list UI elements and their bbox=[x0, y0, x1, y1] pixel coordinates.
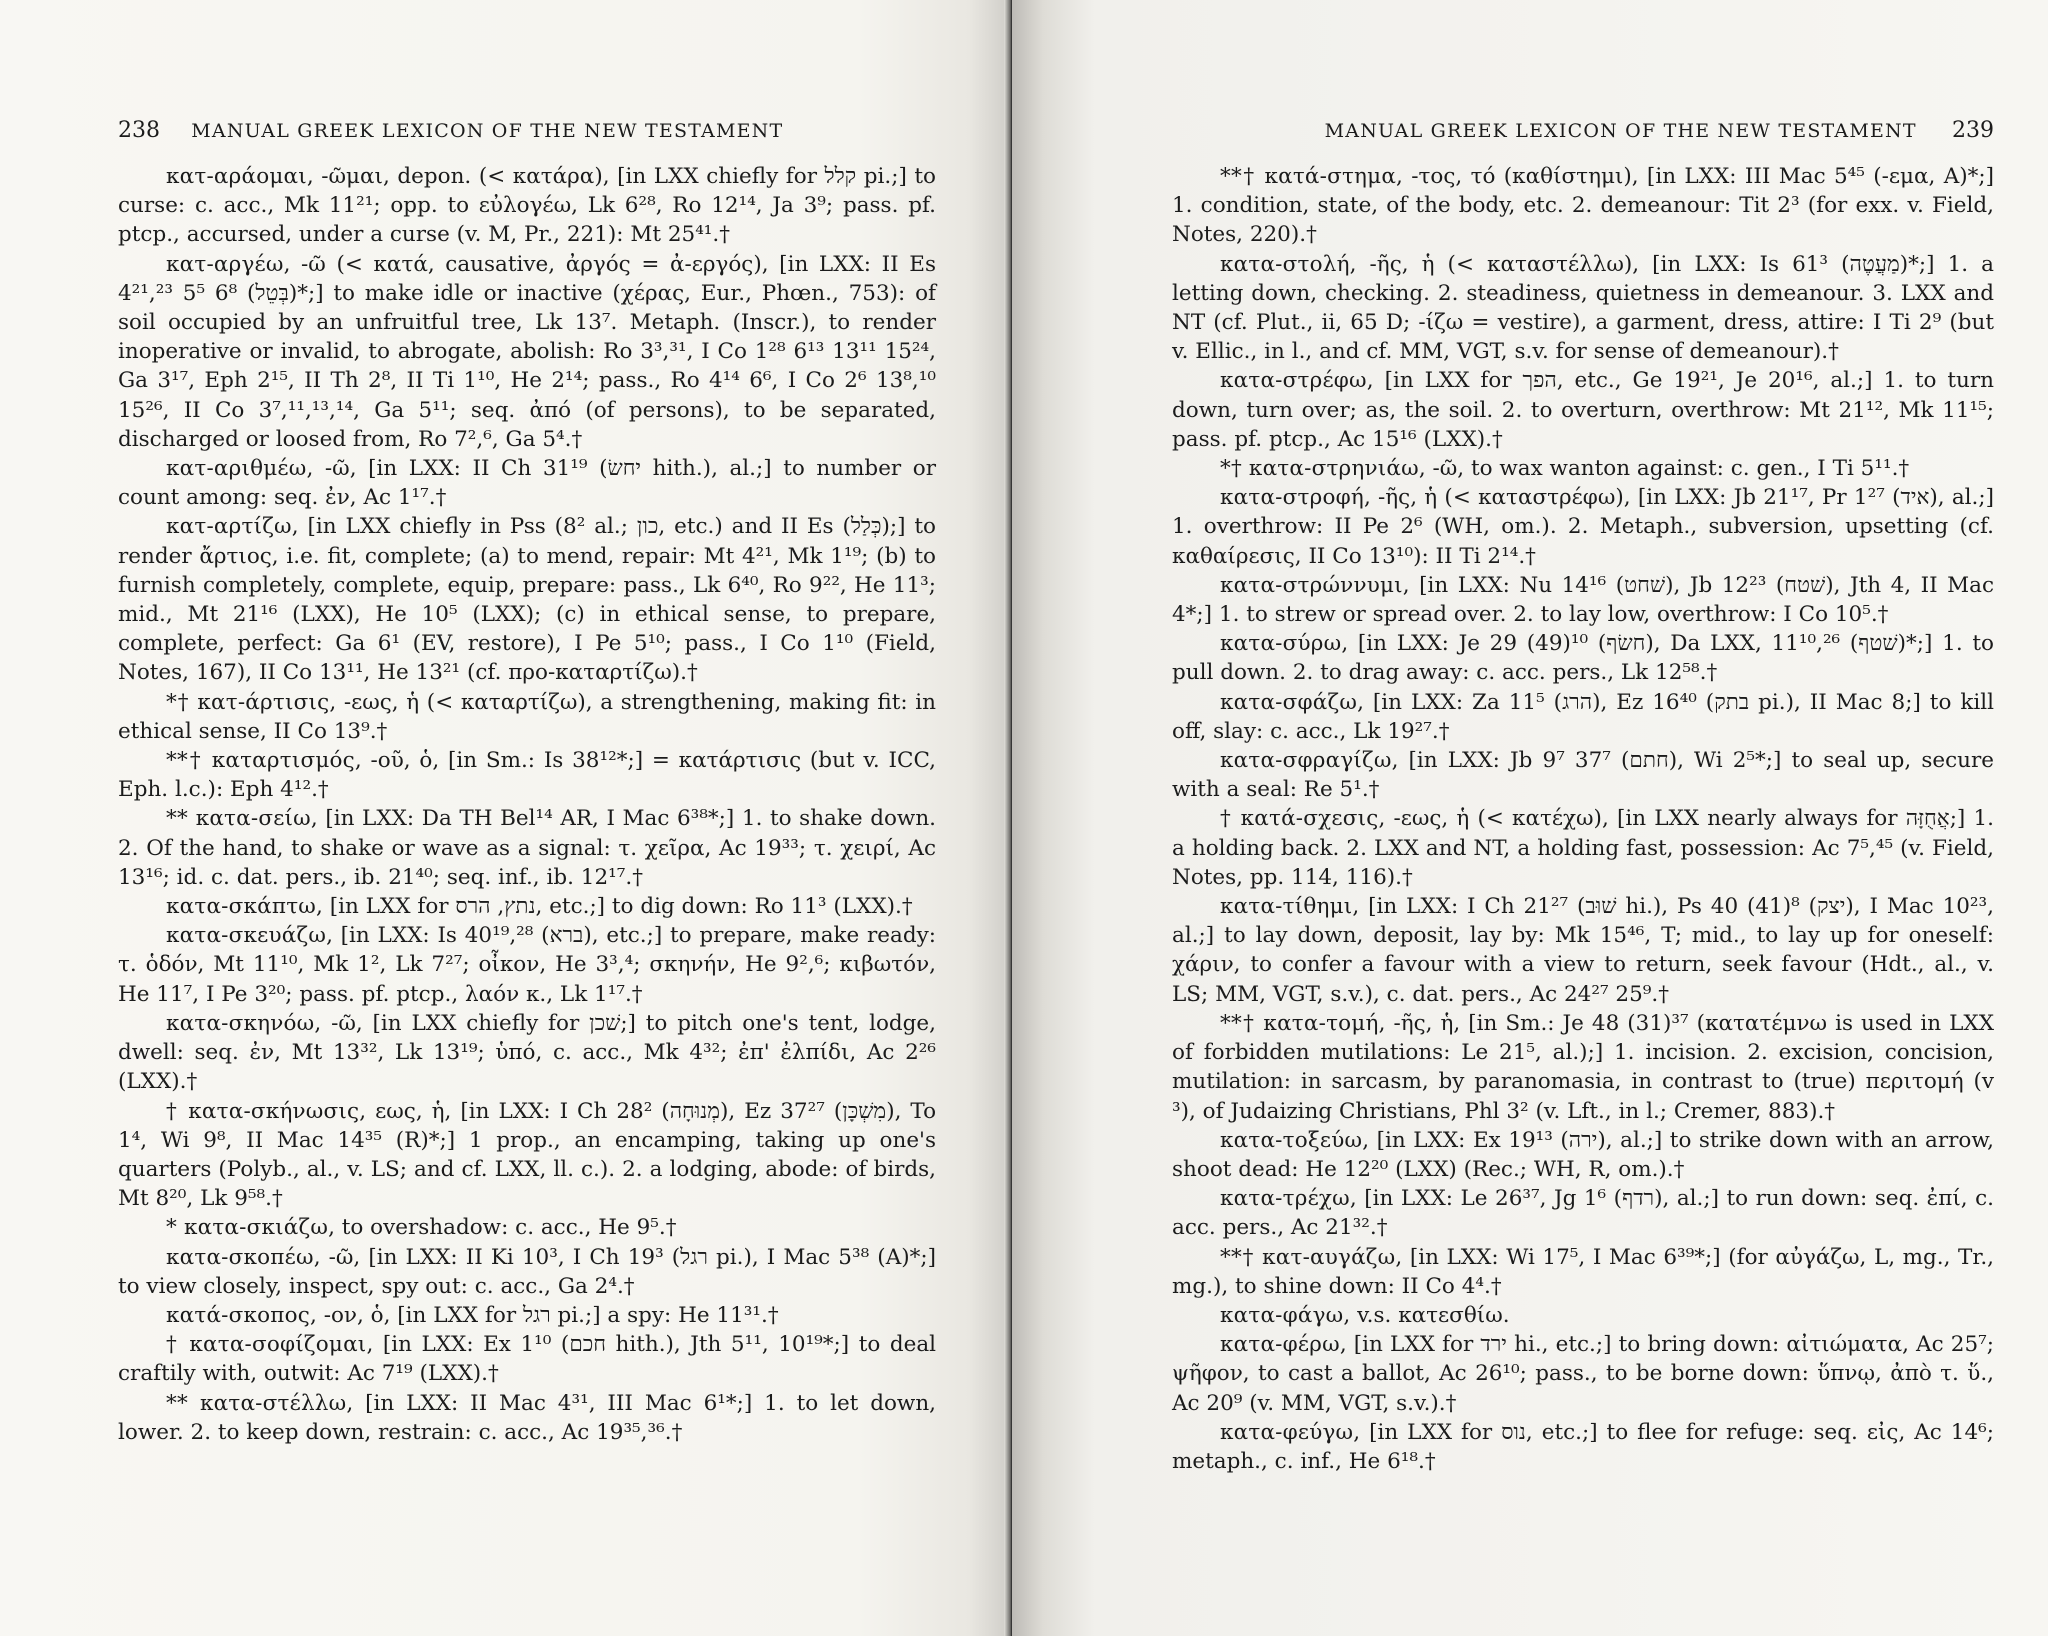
entry-text: -ῶ, [in LXX chiefly for שׁכן;] to pitch one's tent, lodge, dwell: seq. ἐν, Mt 13³², Lk 13¹⁹; ὑπό, c. acc., Mk 4³²; ἐπ' ἐλπίδι, Ac 2²⁶ (LXX).† bbox=[118, 1010, 936, 1095]
entry-headword: κατα-σκευάζω bbox=[166, 923, 327, 949]
entry-text: [in LXX: Le 26³⁷, Jg 1⁶ (רדף), al.;] to run down: seq. ἐπί, c. acc. pers., Ac 21³².† bbox=[1172, 1186, 1995, 1241]
entry-headword: κατα-σφάζω bbox=[1220, 689, 1358, 715]
entry-text: [in LXX for נתץ, הרס, etc.;] to dig down: Ro 11³ (LXX).† bbox=[329, 894, 913, 920]
lexicon-entry: κατ-αράομαι, -ῶμαι, depon. (< κατάρα), [in LXX chiefly for קלל pi.;] to curse: c. acc., Mk 11²¹; opp. to εὐλογέω, Lk 6²⁸, Ro 12¹⁴, Ja 3⁹; pass. pf. ptcp., accursed, under a curse (v. M, Pr., 221): Mt 25⁴¹.† bbox=[118, 164, 936, 248]
lexicon-entry: **† καταρτισμός, -οῦ, ὁ, [in Sm.: Is 38¹²*;] = κατάρτισις (but v. ICC, Eph. l.c.): Eph 4¹².† bbox=[118, 748, 937, 803]
lexicon-entry: † κατα-σκήνωσις, εως, ἡ, [in LXX: I Ch 28² (מְנוּחָה), Ez 37²⁷ (מִשְׁכָּן), To 1⁴, Wi 9⁸, II Mac 14³⁵ (R)*;] 1 prop., an encamping, taking up one's quarters (Polyb., al., v. LS; and cf. LXX, ll. c.). 2. a lodging, abode: of birds, Mt 8²⁰, Lk 9⁵⁸.† bbox=[118, 1098, 937, 1212]
entry-text: to overshadow: c. acc., He 9⁵.† bbox=[341, 1215, 677, 1241]
entry-text: -ον, ὁ, [in LXX for רגל pi.;] a spy: He 11³¹.† bbox=[323, 1302, 779, 1328]
lexicon-entry: κατα-σκάπτω, [in LXX for נתץ, הרס, etc.;] to dig down: Ro 11³ (LXX).† bbox=[166, 894, 913, 920]
lexicon-entry: κατα-σκοπέω, -ῶ, [in LXX: II Ki 10³, I Ch 19³ (רגל pi.), I Mac 5³⁸ (A)*;] to view closely, inspect, spy out: c. acc., Ga 2⁴.† bbox=[118, 1244, 936, 1299]
entry-headword: κατα-στρέφω bbox=[1220, 368, 1367, 394]
entry-headword: κατα-σφραγίζω bbox=[1220, 748, 1392, 774]
entry-text: -ῶ, [in LXX: II Ki 10³, I Ch 19³ (רגל pi.), I Mac 5³⁸ (A)*;] to view closely, inspect, spy out: c. acc., Ga 2⁴.† bbox=[118, 1244, 936, 1299]
lexicon-entry: κατα-σκηνόω, -ῶ, [in LXX chiefly for שׁכן;] to pitch one's tent, lodge, dwell: seq. ἐν, Mt 13³², Lk 13¹⁹; ὑπό, c. acc., Mk 4³²; ἐπ' ἐλπίδι, Ac 2²⁶ (LXX).† bbox=[118, 1010, 936, 1095]
entry-text: [in LXX: Wi 17⁵, I Mac 6³⁹*;] (for αὐγάζω, L, mg., Tr., mg.), to shine down: II Co 4⁴.† bbox=[1172, 1244, 1994, 1299]
right-running-head bbox=[1172, 118, 1994, 148]
lexicon-entry: κατα-σφραγίζω, [in LXX: Jb 9⁷ 37⁷ (חתם), Wi 2⁵*;] to seal up, secure with a seal: Re 5¹.† bbox=[1172, 748, 1994, 803]
entry-headword: κατα-τοξεύω bbox=[1220, 1127, 1363, 1153]
entry-headword: *† κατα-στρηνιάω bbox=[1220, 456, 1419, 482]
left-column bbox=[118, 162, 936, 1447]
entry-text: [in LXX chiefly in Pss (8² al.; כון, etc.) and II Es (כְּלַל);] to render ἄρτιος, i.e. fit, complete; (a) to mend, repair: Mt 4²¹, Mk 1¹⁹; (b) to furnish completely, complete, equip, prepare: pass., Lk 6⁴⁰, Ro 9²², He 11³; mid., Mt 21¹⁶ (LXX), He 10⁵ (LXX); (c) in ethical sense, to prepare, complete, perfect: Ga 6¹ (EV, restore), I Pe 5¹⁰; pass., I Co 1¹⁰ (Field, Notes, 167), II Co 13¹¹, He 13²¹ (cf. προ-καταρτίζω).† bbox=[118, 514, 936, 686]
lexicon-entry: † κατα-σοφίζομαι, [in LXX: Ex 1¹⁰ (חכם hith.), Jth 5¹¹, 10¹⁹*;] to deal craftily with, outwit: Ac 7¹⁹ (LXX).† bbox=[118, 1332, 937, 1387]
entry-text: [in LXX: Jb 9⁷ 37⁷ (חתם), Wi 2⁵*;] to seal up, secure with a seal: Re 5¹.† bbox=[1172, 748, 1994, 803]
lexicon-entry: † κατά-σχεσις, -εως, ἡ (< κατέχω), [in LXX nearly always for אֲחֻזָּה;] 1. a holding back. 2. LXX and NT, a holding fast, possession: Ac 7⁵,⁴⁵ (v. Field, Notes, pp. 114, 116).† bbox=[1172, 806, 1995, 890]
lexicon-entry: κατ-αργέω, -ῶ (< κατά, causative, ἀργός = ἀ-εργός), [in LXX: II Es 4²¹,²³ 5⁵ 6⁸ (בְּטֵל)*;] to make idle or inactive (χέρας, Eur., Phœn., 753): of soil occupied by an unfruitful tree, Lk 13⁷. Metaph. (Inscr.), to render inoperative or invalid, to abrogate, abolish: Ro 3³,³¹, I Co 1²⁸ 6¹³ 13¹¹ 15²⁴, Ga 3¹⁷, Eph 2¹⁵, II Th 2⁸, II Ti 1¹⁰, He 2¹⁴; pass., Ro 4¹⁴ 6⁶, I Co 2⁶ 13⁸,¹⁰ 15²⁶, II Co 3⁷,¹¹,¹³,¹⁴, Ga 5¹¹; seq. ἀπό (of persons), to be separated, discharged or loosed from, Ro 7²,⁶, Ga 5⁴.† bbox=[118, 251, 937, 452]
lexicon-entry: κατα-σκευάζω, [in LXX: Is 40¹⁹,²⁸ (ברא), etc.;] to prepare, make ready: τ. ὁδόν, Mt 11¹⁰, Mk 1², Lk 7²⁷; οἶκον, He 3³,⁴; σκηνήν, He 9²,⁶; κιβωτόν, He 11⁷, I Pe 3²⁰; pass. pf. ptcp., λαόν κ., Lk 1¹⁷.† bbox=[118, 923, 936, 1007]
entry-headword: ** κατα-σείω bbox=[166, 806, 311, 832]
entry-text: [in LXX: Je 29 (49)¹⁰ (חשׂף), Da LXX, 11¹⁰,²⁶ (שׁטף)*;] 1. to pull down. 2. to drag away: c. acc. pers., Lk 12⁵⁸.† bbox=[1172, 631, 1994, 686]
entry-text: εως, ἡ, [in LXX: I Ch 28² (מְנוּחָה), Ez 37²⁷ (מִשְׁכָּן), To 1⁴, Wi 9⁸, II Mac 14³⁵ (R)*;] 1 prop., an encamping, taking up one's quarters (Polyb., al., v. LS; and cf. LXX, ll. c.). 2. a lodging, abode: of birds, Mt 8²⁰, Lk 9⁵⁸.† bbox=[118, 1098, 937, 1212]
lexicon-entry: ** κατα-σείω, [in LXX: Da TH Bel¹⁴ AR, I Mac 6³⁸*;] 1. to shake down. 2. Of the hand, to shake or wave as a signal: τ. χεῖρα, Ac 19³³; τ. χειρί, Ac 13¹⁶; id. c. dat. pers., ib. 21⁴⁰; seq. inf., ib. 12¹⁷.† bbox=[118, 806, 937, 890]
entry-text: -ῶ, to wax wanton against: c. gen., I Ti 5¹¹.† bbox=[1432, 456, 1910, 482]
entry-text: -ῶ, [in LXX: II Ch 31¹⁹ (יחשׂ hith.), al.;] to number or count among: seq. ἐν, Ac 1¹⁷.† bbox=[118, 456, 936, 511]
entry-text: [in LXX: Nu 14¹⁶ (שׁחט), Jb 12²³ (שׁטח), Jth 4, II Mac 4*;] 1. to strew or spread over. 2. to lay low, overthrow: I Co 10⁵.† bbox=[1172, 572, 1995, 628]
lexicon-entry: **† κατα-τομή, -ῆς, ἡ, [in Sm.: Je 48 (31)³⁷ (κατατέμνω is used in LXX of forbidden mutilations: Le 21⁵, al.);] 1. incision. 2. excision, concision, mutilation: in sarcasm, by paranomasia, in contrast to (true) περιτομή (v ³), of Judaizing Christians, Phl 3² (v. Lft., in l.; Cremer, 883).† bbox=[1172, 1010, 1995, 1124]
entry-headword: κατα-φέρω bbox=[1220, 1332, 1340, 1358]
entry-text: v.s. κατεσθίω. bbox=[1357, 1302, 1510, 1328]
entry-text: [in LXX: Is 40¹⁹,²⁸ (ברא), etc.;] to prepare, make ready: τ. ὁδόν, Mt 11¹⁰, Mk 1², Lk 7²⁷; οἶκον, He 3³,⁴; σκηνήν, He 9²,⁶; κιβωτόν, He 11⁷, I Pe 3²⁰; pass. pf. ptcp., λαόν κ., Lk 1¹⁷.† bbox=[118, 923, 936, 1007]
entry-text: -οῦ, ὁ, [in Sm.: Is 38¹²*;] = κατάρτισις (but v. ICC, Eph. l.c.): Eph 4¹².† bbox=[118, 748, 937, 803]
entry-text: [in LXX for נוס, etc.;] to flee for refuge: seq. εἰς, Ac 14⁶; metaph., c. inf., He 6¹⁸.† bbox=[1172, 1419, 1995, 1474]
entry-headword: † κατά-σχεσις bbox=[1220, 806, 1379, 832]
right-page bbox=[1012, 0, 2048, 1636]
entry-text: -εως, ἡ (< κατέχω), [in LXX nearly always for אֲחֻזָּה;] 1. a holding back. 2. LXX and NT, a holding fast, possession: Ac 7⁵,⁴⁵ (v. Field, Notes, pp. 114, 116).† bbox=[1172, 806, 1995, 890]
entry-headword: **† κατά-στημα bbox=[1220, 164, 1397, 189]
entry-text: -ῶμαι, depon. (< κατάρα), [in LXX chiefly for קלל pi.;] to curse: c. acc., Mk 11²¹; opp. to εὐλογέω, Lk 6²⁸, Ro 12¹⁴, Ja 3⁹; pass. pf. ptcp., accursed, under a curse (v. M, Pr., 221): Mt 25⁴¹.† bbox=[118, 164, 936, 248]
entry-text: -τος, τό (καθίστημι), [in LXX: III Mac 5⁴⁵ (-εμα, A)*;] 1. condition, state, of the body, etc. 2. demeanour: Tit 2³ (for exx. v. Field, Notes, 220).† bbox=[1172, 164, 1995, 248]
lexicon-entry: κατά-σκοπος, -ον, ὁ, [in LXX for רגל pi.;] a spy: He 11³¹.† bbox=[166, 1302, 779, 1328]
entry-headword: **† κατ-αυγάζω bbox=[1220, 1244, 1396, 1270]
entry-text: [in LXX: Za 11⁵ (הרג), Ez 16⁴⁰ (בתק pi.), II Mac 8;] to kill off, slay: c. acc., Lk 19²⁷.† bbox=[1172, 689, 1995, 744]
entry-headword: κατ-αργέω bbox=[166, 251, 284, 277]
lexicon-entry: *† κατα-στρηνιάω, -ῶ, to wax wanton against: c. gen., I Ti 5¹¹.† bbox=[1220, 456, 1910, 482]
lexicon-entry: *† κατ-άρτισις, -εως, ἡ (< καταρτίζω), a strengthening, making fit: in ethical sense, II Co 13⁹.† bbox=[118, 689, 936, 744]
entry-headword: **† καταρτισμός bbox=[166, 748, 355, 774]
entry-headword: κατα-φεύγω bbox=[1220, 1419, 1354, 1445]
entry-headword: κατα-σκοπέω bbox=[166, 1244, 314, 1270]
entry-text: [in LXX: Da TH Bel¹⁴ AR, I Mac 6³⁸*;] 1. to shake down. 2. Of the hand, to shake or wave as a signal: τ. χεῖρα, Ac 19³³; τ. χειρί, Ac 13¹⁶; id. c. dat. pers., ib. 21⁴⁰; seq. inf., ib. 12¹⁷.† bbox=[118, 806, 937, 890]
entry-headword: κατα-σκάπτω bbox=[166, 894, 317, 920]
left-page bbox=[0, 0, 1010, 1636]
lexicon-entry: κατα-φάγω, v.s. κατεσθίω. bbox=[1220, 1302, 1510, 1328]
entry-headword: ** κατα-στέλλω bbox=[166, 1390, 347, 1416]
lexicon-entry: * κατα-σκιάζω, to overshadow: c. acc., He 9⁵.† bbox=[166, 1215, 677, 1241]
entry-text: [in LXX for ירד hi., etc.;] to bring down: αἰτιώματα, Ac 25⁷; ψῆφον, to cast a ballot, Ac 26¹⁰; pass., to be borne down: ὕπνῳ, ἀπὸ τ. ὕ., Ac 20⁹ (v. MM, VGT, s.v.).† bbox=[1172, 1332, 1994, 1416]
entry-text: [in LXX: I Ch 21²⁷ (שׁוּב hi.), Ps 40 (41)⁸ (יצק), I Mac 10²³, al.;] to lay down, deposit, lay by: Mk 15⁴⁶, T; mid., to lay up for oneself: χάριν, to confer a favour with a view to return, seek favour (Hdt., al., v. LS; MM, VGT, s.v.), c. dat. pers., Ac 24²⁷ 25⁹.† bbox=[1172, 894, 1994, 1007]
entry-headword: * κατα-σκιάζω bbox=[166, 1215, 329, 1241]
entry-headword: κατα-φάγω bbox=[1220, 1302, 1344, 1328]
lexicon-entry: κατα-τίθημι, [in LXX: I Ch 21²⁷ (שׁוּב hi.), Ps 40 (41)⁸ (יצק), I Mac 10²³, al.;] to lay down, deposit, lay by: Mk 15⁴⁶, T; mid., to lay up for oneself: χάριν, to confer a favour with a view to return, seek favour (Hdt., al., v. LS; MM, VGT, s.v.), c. dat. pers., Ac 24²⁷ 25⁹.† bbox=[1172, 894, 1994, 1007]
entry-headword: κατ-αρτίζω bbox=[166, 514, 292, 540]
lexicon-entry: κατα-φέρω, [in LXX for ירד hi., etc.;] to bring down: αἰτιώματα, Ac 25⁷; ψῆφον, to cast a ballot, Ac 26¹⁰; pass., to be borne down: ὕπνῳ, ἀπὸ τ. ὕ., Ac 20⁹ (v. MM, VGT, s.v.).† bbox=[1172, 1332, 1994, 1416]
right-running-head-title: MANUAL GREEK LEXICON OF THE NEW TESTAMENT bbox=[1324, 120, 1917, 142]
lexicon-entry: κατ-αρτίζω, [in LXX chiefly in Pss (8² al.; כון, etc.) and II Es (כְּלַל);] to render ἄρτιος, i.e. fit, complete; (a) to mend, repair: Mt 4²¹, Mk 1¹⁹; (b) to furnish completely, complete, equip, prepare: pass., Lk 6⁴⁰, Ro 9²², He 11³; mid., Mt 21¹⁶ (LXX), He 10⁵ (LXX); (c) in ethical sense, to prepare, complete, perfect: Ga 6¹ (EV, restore), I Pe 5¹⁰; pass., I Co 1¹⁰ (Field, Notes, 167), II Co 13¹¹, He 13²¹ (cf. προ-καταρτίζω).† bbox=[118, 514, 936, 686]
lexicon-entry: κατα-τοξεύω, [in LXX: Ex 19¹³ (ירה), al.;] to strike down with an arrow, shoot dead: He 12²⁰ (LXX) (Rec.; WH, R, om.).† bbox=[1172, 1127, 1995, 1182]
entry-headword: κατα-στροφή bbox=[1220, 485, 1364, 511]
entry-headword: κατα-στρώννυμι bbox=[1220, 572, 1403, 598]
left-running-head bbox=[118, 118, 938, 148]
entry-headword: κατα-τίθημι bbox=[1220, 894, 1353, 920]
lexicon-entry: κατα-φεύγω, [in LXX for נוס, etc.;] to flee for refuge: seq. εἰς, Ac 14⁶; metaph., c. inf., He 6¹⁸.† bbox=[1172, 1419, 1995, 1474]
lexicon-entry: **† κατά-στημα, -τος, τό (καθίστημι), [in LXX: III Mac 5⁴⁵ (-εμα, A)*;] 1. condition, state, of the body, etc. 2. demeanour: Tit 2³ (for exx. v. Field, Notes, 220).† bbox=[1172, 164, 1995, 248]
entry-headword: κατα-στολή bbox=[1220, 251, 1350, 277]
lexicon-entry: κατ-αριθμέω, -ῶ, [in LXX: II Ch 31¹⁹ (יחשׂ hith.), al.;] to number or count among: seq. ἐν, Ac 1¹⁷.† bbox=[118, 456, 936, 511]
entry-headword: † κατα-σκήνωσις bbox=[166, 1098, 360, 1124]
entry-text: -ῆς, ἡ (< καταστρέφω), [in LXX: Jb 21¹⁷, Pr 1²⁷ (איד), al.;] 1. overthrow: II Pe 2⁶ (WH, om.). 2. Metaph., subversion, upsetting (cf. καθαίρεσις, II Co 13¹⁰): II Ti 2¹⁴.† bbox=[1172, 485, 1995, 569]
right-column bbox=[1172, 162, 1994, 1476]
lexicon-entry: κατα-σύρω, [in LXX: Je 29 (49)¹⁰ (חשׂף), Da LXX, 11¹⁰,²⁶ (שׁטף)*;] 1. to pull down. 2. to drag away: c. acc. pers., Lk 12⁵⁸.† bbox=[1172, 631, 1994, 686]
lexicon-entry: κατα-σφάζω, [in LXX: Za 11⁵ (הרג), Ez 16⁴⁰ (בתק pi.), II Mac 8;] to kill off, slay: c. acc., Lk 19²⁷.† bbox=[1172, 689, 1995, 744]
right-page-number: 239 bbox=[1952, 118, 1994, 143]
lexicon-entry: κατα-τρέχω, [in LXX: Le 26³⁷, Jg 1⁶ (רדף), al.;] to run down: seq. ἐπί, c. acc. pers., Ac 21³².† bbox=[1172, 1186, 1995, 1241]
entry-headword: κατα-σύρω bbox=[1220, 631, 1342, 657]
entry-text: [in LXX: Ex 1¹⁰ (חכם hith.), Jth 5¹¹, 10¹⁹*;] to deal craftily with, outwit: Ac 7¹⁹ (LXX).† bbox=[118, 1332, 937, 1387]
entry-text: [in LXX: II Mac 4³¹, III Mac 6¹*;] 1. to let down, lower. 2. to keep down, restrain: c. acc., Ac 19³⁵,³⁶.† bbox=[118, 1390, 936, 1445]
lexicon-entry: κατα-στροφή, -ῆς, ἡ (< καταστρέφω), [in LXX: Jb 21¹⁷, Pr 1²⁷ (איד), al.;] 1. overthrow: II Pe 2⁶ (WH, om.). 2. Metaph., subversion, upsetting (cf. καθαίρεσις, II Co 13¹⁰): II Ti 2¹⁴.† bbox=[1172, 485, 1995, 569]
entry-text: -ῆς, ἡ, [in Sm.: Je 48 (31)³⁷ (κατατέμνω is used in LXX of forbidden mutilations: Le 21⁵, al.);] 1. incision. 2. excision, concision, mutilation: in sarcasm, by paranomasia, in contrast to (true) περιτομή (v ³), of Judaizing Christians, Phl 3² (v. Lft., in l.; Cremer, 883).† bbox=[1172, 1010, 1995, 1124]
entry-headword: κατά-σκοπος bbox=[166, 1302, 311, 1328]
entry-headword: κατ-αράομαι bbox=[166, 164, 307, 189]
lexicon-entry: ** κατα-στέλλω, [in LXX: II Mac 4³¹, III Mac 6¹*;] 1. to let down, lower. 2. to keep down, restrain: c. acc., Ac 19³⁵,³⁶.† bbox=[118, 1390, 936, 1445]
entry-text: [in LXX: Ex 19¹³ (ירה), al.;] to strike down with an arrow, shoot dead: He 12²⁰ (LXX) (Rec.; WH, R, om.).† bbox=[1172, 1127, 1995, 1182]
entry-headword: κατα-τρέχω bbox=[1220, 1186, 1350, 1212]
lexicon-entry: κατα-στολή, -ῆς, ἡ (< καταστέλλω), [in LXX: Is 61³ (מַעֲטֶה)*;] 1. a letting down, checking. 2. steadiness, quietness in demeanour. 3. LXX and NT (cf. Plut., ii, 65 D; -ίζω = vestire), a garment, dress, attire: I Ti 2⁹ (but v. Ellic., in l., and cf. MM, VGT, s.v. for sense of demeanour).† bbox=[1172, 251, 1994, 365]
lexicon-entry: κατα-στρέφω, [in LXX for הפך, etc., Ge 19²¹, Je 20¹⁶, al.;] 1. to turn down, turn over; as, the soil. 2. to overturn, overthrow: Mt 21¹², Mk 11¹⁵; pass. pf. ptcp., Ac 15¹⁶ (LXX).† bbox=[1172, 368, 1995, 452]
entry-headword: *† κατ-άρτισις bbox=[166, 689, 330, 715]
entry-text: -εως, ἡ (< καταρτίζω), a strengthening, making fit: in ethical sense, II Co 13⁹.† bbox=[118, 689, 936, 744]
entry-text: [in LXX for הפך, etc., Ge 19²¹, Je 20¹⁶, al.;] 1. to turn down, turn over; as, the soil. 2. to overturn, overthrow: Mt 21¹², Mk 11¹⁵; pass. pf. ptcp., Ac 15¹⁶ (LXX).† bbox=[1172, 368, 1995, 452]
left-running-head-title: MANUAL GREEK LEXICON OF THE NEW TESTAMENT bbox=[191, 120, 784, 142]
entry-text: -ῆς, ἡ (< καταστέλλω), [in LXX: Is 61³ (מַעֲטֶה)*;] 1. a letting down, checking. 2. steadiness, quietness in demeanour. 3. LXX and NT (cf. Plut., ii, 65 D; -ίζω = vestire), a garment, dress, attire: I Ti 2⁹ (but v. Ellic., in l., and cf. MM, VGT, s.v. for sense of demeanour).† bbox=[1172, 251, 1994, 365]
entry-headword: κατα-σκηνόω bbox=[166, 1010, 315, 1036]
left-page-number: 238 bbox=[118, 118, 160, 143]
lexicon-entry: κατα-στρώννυμι, [in LXX: Nu 14¹⁶ (שׁחט), Jb 12²³ (שׁטח), Jth 4, II Mac 4*;] 1. to strew or spread over. 2. to lay low, overthrow: I Co 10⁵.† bbox=[1172, 572, 1995, 628]
entry-headword: † κατα-σοφίζομαι bbox=[166, 1332, 367, 1358]
entry-text: -ῶ (< κατά, causative, ἀργός = ἀ-εργός), [in LXX: II Es 4²¹,²³ 5⁵ 6⁸ (בְּטֵל)*;] to make idle or inactive (χέρας, Eur., Phœn., 753): of soil occupied by an unfruitful tree, Lk 13⁷. Metaph. (Inscr.), to render inoperative or invalid, to abrogate, abolish: Ro 3³,³¹, I Co 1²⁸ 6¹³ 13¹¹ 15²⁴, Ga 3¹⁷, Eph 2¹⁵, II Th 2⁸, II Ti 1¹⁰, He 2¹⁴; pass., Ro 4¹⁴ 6⁶, I Co 2⁶ 13⁸,¹⁰ 15²⁶, II Co 3⁷,¹¹,¹³,¹⁴, Ga 5¹¹; seq. ἀπό (of persons), to be separated, discharged or loosed from, Ro 7²,⁶, Ga 5⁴.† bbox=[118, 251, 937, 452]
entry-headword: κατ-αριθμέω bbox=[166, 456, 307, 482]
entry-headword: **† κατα-τομή bbox=[1220, 1010, 1379, 1036]
lexicon-entry: **† κατ-αυγάζω, [in LXX: Wi 17⁵, I Mac 6³⁹*;] (for αὐγάζω, L, mg., Tr., mg.), to shine down: II Co 4⁴.† bbox=[1172, 1244, 1994, 1299]
